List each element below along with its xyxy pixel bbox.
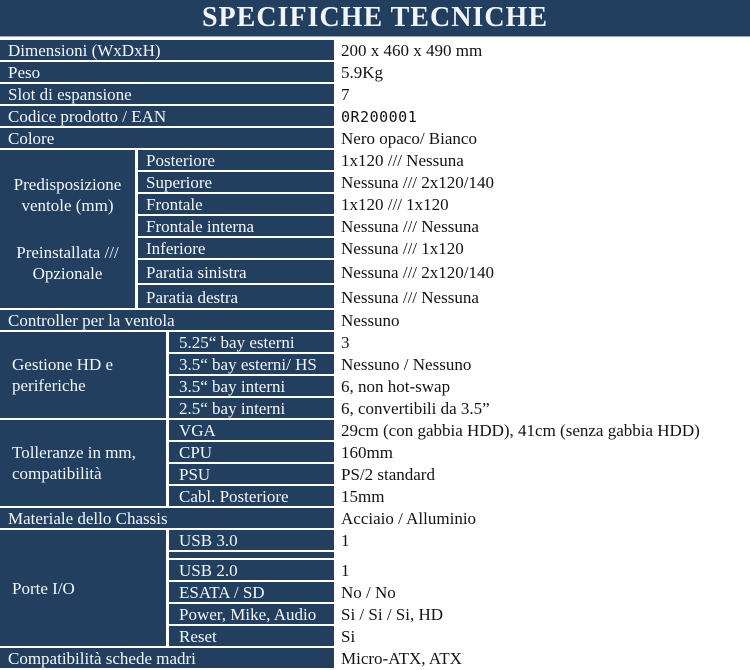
subrow-list xyxy=(169,420,750,508)
subrow-list xyxy=(138,150,750,310)
subrow-label: VGA xyxy=(169,420,334,442)
subrow-value: 1 xyxy=(334,560,750,582)
spec-subrow xyxy=(138,238,750,260)
row-label: Compatibilità schede madri xyxy=(0,648,334,670)
spec-row xyxy=(0,40,750,62)
subrow-value: 3 xyxy=(334,332,750,354)
subrow-value: 160mm xyxy=(334,442,750,464)
subrow-label: Paratia sinistra xyxy=(138,260,334,285)
spec-row xyxy=(0,508,750,530)
subrow-value: Nessuna /// 2x120/140 xyxy=(334,260,750,285)
row-label: Slot di espansione xyxy=(0,84,334,106)
subrow-value: 6, convertibili da 3.5” xyxy=(334,398,750,420)
row-value: 5.9Kg xyxy=(334,62,750,84)
row-label: Controller per la ventola xyxy=(0,310,334,332)
spec-row xyxy=(0,648,750,670)
group-label xyxy=(0,150,138,310)
subrow-value: 1x120 /// 1x120 xyxy=(334,194,750,216)
spec-subrow xyxy=(169,442,750,464)
subrow-value: Nessuna /// Nessuna xyxy=(334,216,750,238)
subrow-label: Frontale xyxy=(138,194,334,216)
subrow-list xyxy=(169,332,750,420)
row-value: Acciaio / Alluminio xyxy=(334,508,750,530)
subrow-label: Cabl. Posteriore xyxy=(169,486,334,508)
group-label-line: Tolleranze in mm, compatibilità xyxy=(12,443,136,483)
subrow-value xyxy=(334,552,750,560)
spec-subrow xyxy=(169,626,750,648)
subrow-value: PS/2 standard xyxy=(334,464,750,486)
spec-subrow xyxy=(169,486,750,508)
spec-subrow xyxy=(138,150,750,172)
group-section-hd xyxy=(0,332,750,420)
subrow-label: CPU xyxy=(169,442,334,464)
subrow-value: 1x120 /// Nessuna xyxy=(334,150,750,172)
subrow-label: USB 2.0 xyxy=(169,560,334,582)
group-section-ports xyxy=(0,530,750,648)
subrow-label: Inferiore xyxy=(138,238,334,260)
row-value: 200 x 460 x 490 mm xyxy=(334,40,750,62)
subrow-label: Posteriore xyxy=(138,150,334,172)
page-title: SPECIFICHE TECNICHE xyxy=(201,2,548,33)
row-label: Colore xyxy=(0,128,334,150)
spec-subrow xyxy=(169,560,750,582)
spec-subrow xyxy=(169,376,750,398)
spec-row xyxy=(0,62,750,84)
subrow-label: 5.25“ bay esterni xyxy=(169,332,334,354)
group-section-fans xyxy=(0,150,750,310)
spec-subrow xyxy=(169,582,750,604)
row-label: Peso xyxy=(0,62,334,84)
group-label xyxy=(0,530,169,648)
subrow-label: 3.5“ bay interni xyxy=(169,376,334,398)
spec-row xyxy=(0,84,750,106)
title-bar xyxy=(0,0,750,37)
spec-row xyxy=(0,128,750,150)
spec-subrow xyxy=(169,332,750,354)
subrow-label: 3.5“ bay esterni/ HS xyxy=(169,354,334,376)
subrow-value: No / No xyxy=(334,582,750,604)
group-label-line: Porte I/O xyxy=(12,578,75,598)
row-label: Materiale dello Chassis xyxy=(0,508,334,530)
row-value: Nero opaco/ Bianco xyxy=(334,128,750,150)
subrow-value: Si xyxy=(334,626,750,648)
subrow-label: Superiore xyxy=(138,172,334,194)
subrow-value: Nessuna /// 1x120 xyxy=(334,238,750,260)
row-value: 0R200001 xyxy=(334,106,750,128)
group-section-tol xyxy=(0,420,750,508)
spec-row xyxy=(0,310,750,332)
subrow-value: 15mm xyxy=(334,486,750,508)
spec-subrow xyxy=(138,194,750,216)
subrow-label: Reset xyxy=(169,626,334,648)
group-label-line: Gestione HD e periferiche xyxy=(12,355,114,395)
subrow-value: 6, non hot-swap xyxy=(334,376,750,398)
spec-subrow xyxy=(138,172,750,194)
subrow-label: Frontale interna xyxy=(138,216,334,238)
spec-subrow xyxy=(169,398,750,420)
spec-subrow xyxy=(169,354,750,376)
subrow-label: ESATA / SD xyxy=(169,582,334,604)
spec-subrow xyxy=(169,604,750,626)
spec-table xyxy=(0,40,750,670)
subrow-value: Nessuna /// Nessuna xyxy=(334,285,750,310)
spec-subrow xyxy=(169,530,750,552)
row-value: 7 xyxy=(334,84,750,106)
spacer-row xyxy=(169,552,750,560)
subrow-value: 29cm (con gabbia HDD), 41cm (senza gabbia HDD) xyxy=(334,420,750,442)
subrow-value: Si / Si / Si, HD xyxy=(334,604,750,626)
spec-subrow xyxy=(138,285,750,310)
subrow-label: 2.5“ bay interni xyxy=(169,398,334,420)
row-value: Nessuno xyxy=(334,310,750,332)
spec-subrow xyxy=(169,464,750,486)
row-value: Micro-ATX, ATX xyxy=(334,648,750,670)
subrow-label: USB 3.0 xyxy=(169,530,334,552)
spec-row xyxy=(0,106,750,128)
subrow-value: 1 xyxy=(334,530,750,552)
subrow-label: Paratia destra xyxy=(138,285,334,310)
group-label xyxy=(0,420,169,508)
row-label: Dimensioni (WxDxH) xyxy=(0,40,334,62)
subrow-list xyxy=(169,530,750,648)
subrow-label: PSU xyxy=(169,464,334,486)
spec-subrow xyxy=(169,420,750,442)
spec-subrow xyxy=(138,216,750,238)
group-label-line: Preinstallata /// Opzionale xyxy=(16,243,119,283)
subrow-value: Nessuno / Nessuno xyxy=(334,354,750,376)
subrow-label xyxy=(169,552,334,560)
group-label-line: Predisposizione ventole (mm) xyxy=(13,175,122,215)
group-label xyxy=(0,332,169,420)
subrow-label: Power, Mike, Audio xyxy=(169,604,334,626)
row-label: Codice prodotto / EAN xyxy=(0,106,334,128)
subrow-value: Nessuna /// 2x120/140 xyxy=(334,172,750,194)
spec-subrow xyxy=(138,260,750,285)
